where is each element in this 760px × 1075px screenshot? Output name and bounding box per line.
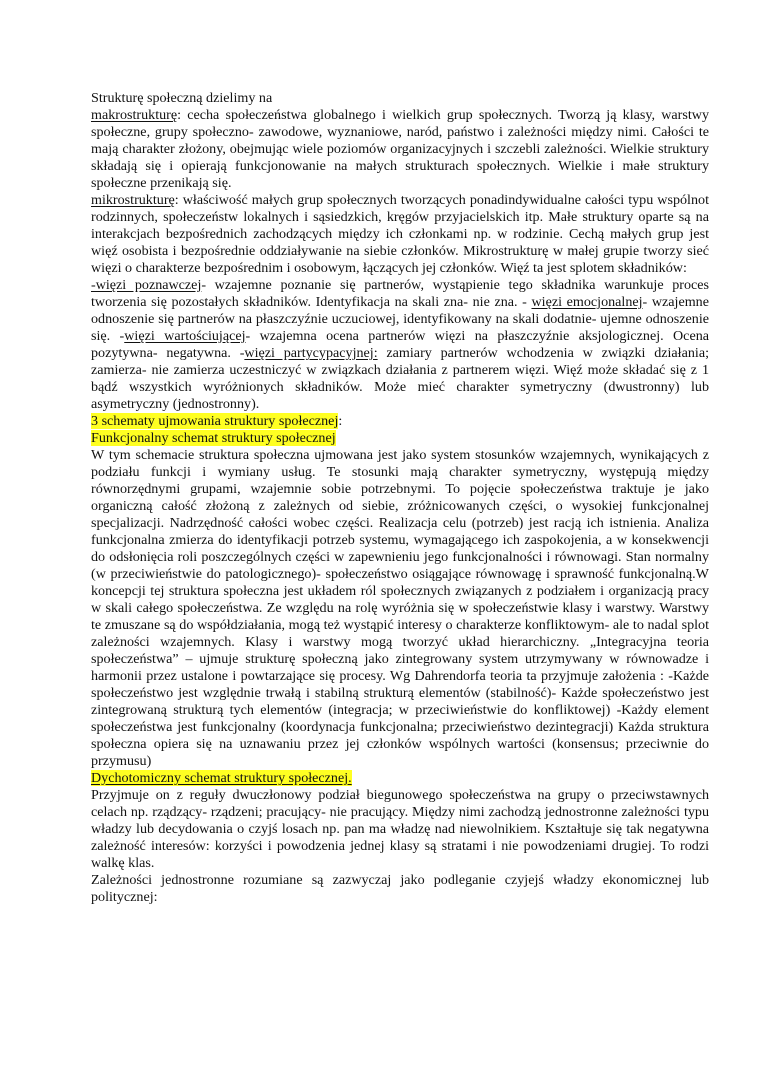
intro-line <box>91 90 709 107</box>
funkcjonalny-text: W tym schemacie struktura społeczna ujmowana jest jako system stosunków wzajemnych, wynikających z podziału funkcji i wymiany usług. Te stosunki mają charakter symetryczny, występują między równorzędnymi grupami, wzajemnie sobie potrzebnymi. To pojęcie społeczeństwa traktuje je jako organiczną całość złożoną z zależnych od siebie, zróżnicowanych części, o wysokiej funkcjonalnej specjalizacji. Nadrzędność całości wobec części. Realizacja celu (potrzeb) jest racją ich istnienia. Analiza funkcjonalna zmierza do identyfikacji potrzeb systemu, wymagającego ich zaspokojenia, a w konsekwencji do odsłonięcia roli poszczególnych części w zapewnieniu jego funkcjonalności i równowagi. Stan normalny (w przeciwieństwie do patologicznego)- społeczeństwo osiągające równowagę i sprawność funkcjonalną.W koncepcji tej struktura społeczna jest układem ról społecznych związanych z podziałem i organizacją pracy w skali całego społeczeństwa. Ze względu na rolę wyróżnia się w społeczeństwie klasy i warstwy. Warstwy te zmuszane są do współdziałania, mogą też wystąpić interesy o charakterze konfliktowym- ale to nadal splot zależności wzajemnych. Klasy i warstwy mogą tworzyć układ hierarchiczny. „Integracyjna teoria społeczeństwa” – ujmuje strukturę społeczną jako zintegrowany system utrzymywany w równowadze i harmonii przez ustalone i powtarzające się procesy. Wg Dahrendorfa teoria ta przyjmuje założenia : -Każde społeczeństwo jest względnie trwałą i stabilną strukturą elementów (stabilność)- Każde społeczeństwo jest zintegrowaną strukturą tych elementów (integracja; w przeciwieństwie do konfliktowej) -Każdy element społeczeństwa jest funkcjonalny (koordynacja funkcjonalna; przeciwieństwo dezintegracji) Każda struktura społeczna opiera się na uznawaniu przez jej członków wspólnych wartości (konsensus; przeciwnie do przymusu) <box>91 447 709 769</box>
term-wiez-wartosciujaca: więzi wartościującej <box>124 328 246 344</box>
highlight-schematy: 3 schematy ujmowania struktury społecznej <box>91 413 339 429</box>
wiez-partycypacyjna-text: zamiary partnerów wchodzenia w związki działania; zamierza- nie zamierza uczestniczyć w związkach działania z partnerem więzi. Więź może składać się z 1 bądź wszystkich wyróżnionych składników. Może mieć charakter symetryczny (dwustronny) lub asymetryczny (jednostronny). <box>91 345 709 412</box>
term-wiez-poznawcza: -więzi poznawczej <box>91 277 202 293</box>
paragraph-zaleznosci <box>91 872 709 906</box>
term-wiez-emocjonalna: więzi emocjonalnej <box>531 294 643 310</box>
mikrostruktura-text: : właściwość małych grup społecznych tworzących ponadindywidualne całości typu wspólnot rodzinnych, społeczeństw lokalnych i sąsiedzkich, kręgów przyjacielskich itp. Małe struktury oparte są na interakcjach bezpośrednich zachodzących między ich członkami np. w rodzinie. Cechą małych grup jest więź osobista i bezpośrednie oddziaływanie na siebie członków. Mikrostrukturę w małej grupie tworzy sieć więzi o charakterze bezpośrednim i osobowym, łączących jej członków. Więź ta jest splotem składników: <box>91 192 709 276</box>
schematy-colon: : <box>338 413 343 429</box>
zaleznosci-text: Zależności jednostronne rozumiane są zazwyczaj jako podleganie czyjejś władzy ekonomicznej lub politycznej: <box>91 872 709 905</box>
term-makrostruktura: makrostrukturę <box>91 107 178 123</box>
heading-dychotomiczny <box>91 770 709 787</box>
document-body <box>91 90 709 906</box>
paragraph-dychotomiczny <box>91 787 709 872</box>
paragraph-makrostruktura <box>91 107 709 192</box>
heading-schematy <box>91 413 709 430</box>
paragraph-mikrostruktura <box>91 192 709 277</box>
makrostruktura-text: : cecha społeczeństwa globalnego i wielkich grup społecznych. Tworzą ją klasy, warstwy społeczne, grupy społeczno- zawodowe, wyznaniowe, naród, państwo i zależności między nimi. Całości te mają charakter złożony, obejmując wiele poziomów organizacyjnych i szczebli zależności. Wielkie struktury składają się i opierają funkcjonowanie na małych strukturach społecznych. Wielkie i małe struktury społeczne przenikają się. <box>91 107 709 191</box>
highlight-dychotomiczny: Dychotomiczny schemat struktury społecznej. <box>91 770 352 786</box>
term-wiez-partycypacyjna: więzi partycypacyjnej: <box>244 345 378 361</box>
wiez-poznawcza-text: - wzajemne poznanie się partnerów, wystąpienie tego składnika warunkuje proces tworzenia się pozostałych składników. Identyfikacja na skali zna- nie zna. - <box>91 277 709 310</box>
wiez-emocjonalna-text: - wzajemne odnoszenie się partnerów na płaszczyźnie uczuciowej, identyfikowany na skali dodatnie- ujemne odnoszenie się. - <box>91 294 709 344</box>
term-mikrostruktura: mikrostrukturę <box>91 192 175 208</box>
paragraph-wiezi <box>91 277 709 413</box>
heading-funkcjonalny <box>91 430 709 447</box>
wiez-wartosciujaca-text: - wzajemna ocena partnerów więzi na płaszczyźnie aksjologicznej. Ocena pozytywna- negatywna. - <box>91 328 709 361</box>
paragraph-funkcjonalny <box>91 447 709 770</box>
highlight-funkcjonalny: Funkcjonalny schemat struktury społecznej <box>91 430 336 446</box>
intro-text: Strukturę społeczną dzielimy na <box>91 90 273 106</box>
dychotomiczny-text: Przyjmuje on z reguły dwuczłonowy podział biegunowego społeczeństwa na grupy o przeciwstawnych celach np. rządzący- rządzeni; pracujący- nie pracujący. Między nimi zachodzą jednostronne zależności typu władzy lub decydowania o czyjś losach np. pan ma władzę nad niewolnikiem. Kształtuje się tak negatywna zależność interesów: korzyści i powodzenia jednej klasy są stratami i nie powodzeniami drugiej. To rodzi walkę klas. <box>91 787 709 871</box>
